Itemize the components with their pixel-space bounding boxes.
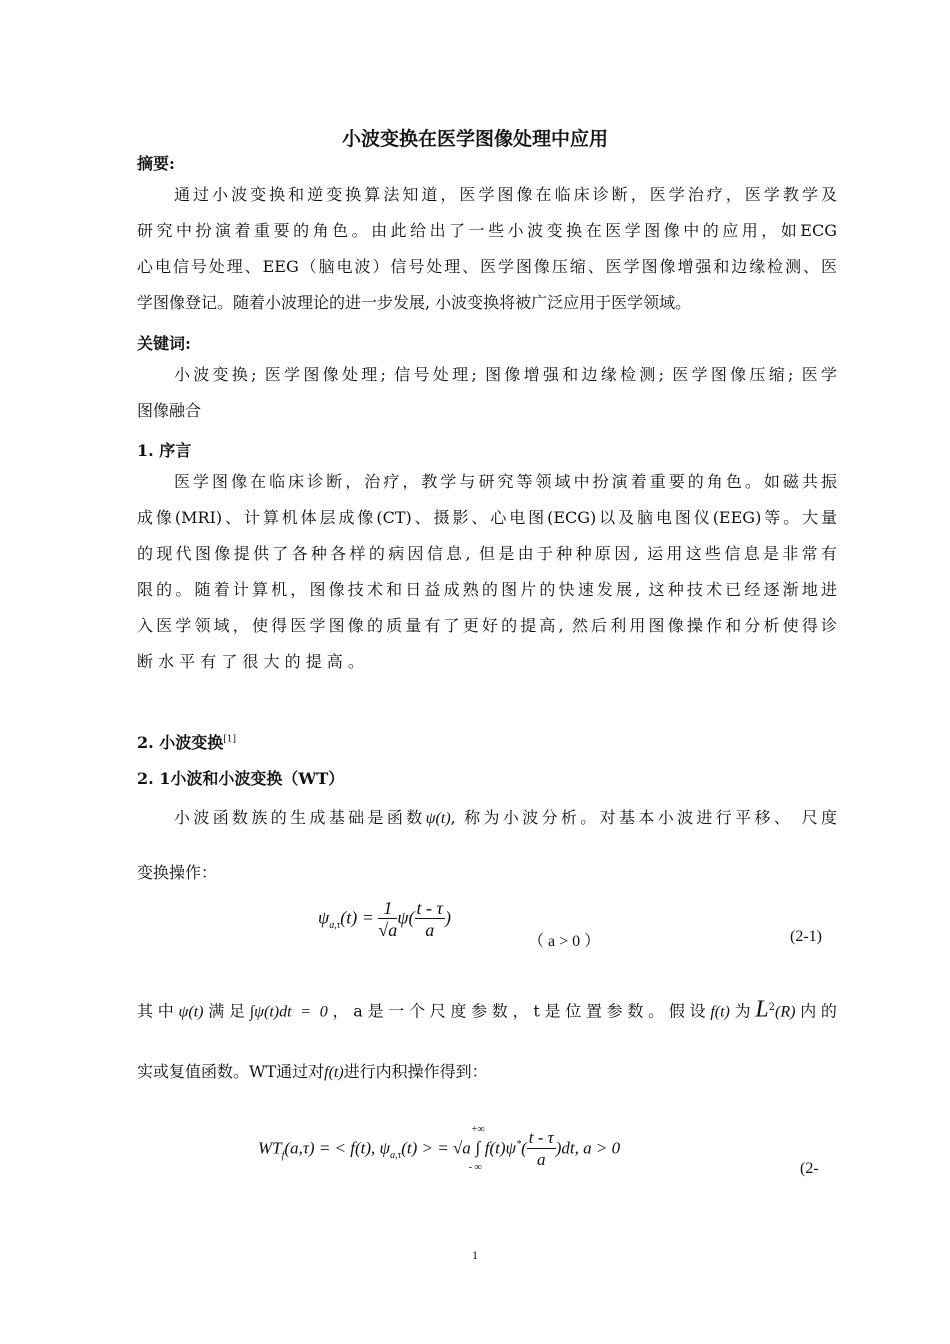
text-run: 进行内积操作得到： bbox=[343, 1062, 488, 1081]
integral-lower: - ∞ bbox=[468, 1162, 482, 1174]
equation-2-1-condition: （ a > 0 ） bbox=[528, 933, 601, 950]
section-1-heading: 1. 序言 bbox=[137, 441, 192, 460]
abstract-line: 通过小波变换和逆变换算法知道，医学图像在临床诊断，医学治疗，医学教学及 bbox=[174, 185, 837, 204]
eq-frac-den: a bbox=[425, 920, 435, 940]
l2-arg: (R) bbox=[775, 1003, 796, 1021]
paper-title: 小波变换在医学图像处理中应用 bbox=[341, 128, 608, 150]
eq-conjugate: * bbox=[516, 1138, 522, 1150]
section-1-line: 限的。随着计算机，图像技术和日益成熟的图片的快速发展, 这种技术已经逐渐地进 bbox=[137, 580, 837, 599]
f-symbol: f(t) bbox=[324, 1064, 344, 1081]
text-run: 其中 bbox=[137, 1001, 179, 1021]
eq-psi: ψ bbox=[318, 907, 330, 928]
equation-2-1 bbox=[318, 898, 451, 941]
eq-mid: (t) > = bbox=[401, 1138, 453, 1158]
abstract-body bbox=[137, 177, 837, 321]
integral-condition: ∫ψ(t)dt = 0 bbox=[249, 1003, 328, 1021]
eq-subscript: f bbox=[281, 1149, 285, 1161]
section-2-para-1-cont: 变换操作： bbox=[137, 863, 218, 882]
integral-upper: +∞ bbox=[470, 1124, 485, 1136]
page-number: 1 bbox=[472, 1248, 478, 1262]
text-run: 满足 bbox=[203, 1001, 250, 1021]
text-run: 小波函数族的生成基础是函数 bbox=[174, 808, 426, 827]
eq-sqrt: √a bbox=[452, 1138, 471, 1158]
section-1-line: 的现代图像提供了各种各样的病因信息, 但是由于种种原因, 运用这些信息是非常有 bbox=[137, 544, 837, 563]
eq-fraction-1 bbox=[378, 898, 397, 941]
l2-superscript: 2 bbox=[768, 1002, 776, 1013]
abstract-line: 研究中扮演着重要的角色。由此给出了一些小波变换在医学图像中的应用，如ECG bbox=[137, 221, 837, 240]
section-2-heading bbox=[137, 730, 236, 753]
abstract-line: 心电信号处理、EEG（脑电波）信号处理、医学图像压缩、医学图像增强和边缘检测、医 bbox=[137, 257, 837, 276]
eq-fraction bbox=[527, 1128, 556, 1171]
section-2-1-heading: 2. 1小波和小波变换（WT） bbox=[137, 769, 345, 788]
eq-arg: (t) = bbox=[340, 907, 374, 928]
abstract-line: 学图像登记。随着小波理论的进一步发展, 小波变换将被广泛应用于医学领域。 bbox=[137, 293, 692, 312]
eq-frac-num: t - τ bbox=[416, 898, 443, 918]
text-run: 为 bbox=[729, 1001, 756, 1021]
eq-fraction-2 bbox=[415, 898, 445, 941]
keywords-body bbox=[137, 357, 837, 429]
l2-space-symbol: L bbox=[755, 996, 769, 1023]
eq-mid: ψ( bbox=[397, 907, 415, 928]
section-2-para-2 bbox=[137, 990, 837, 1030]
section-1-line: 入医学领域，使得医学图像的质量有了更好的提高, 然后利用图像操作和分析使得诊 bbox=[137, 616, 837, 635]
section-1-line: 医学图像在临床诊断，治疗，教学与研究等领域中扮演着重要的角色。如磁共振 bbox=[174, 472, 837, 491]
eq-wt: WT bbox=[258, 1138, 282, 1158]
text-run: , 称为小波分析。对基本小波进行平移、 尺度 bbox=[450, 808, 837, 827]
eq-frac-num: t - τ bbox=[528, 1128, 554, 1147]
section-2-title: 2. 小波变换 bbox=[137, 733, 224, 752]
eq-subscript: a,τ bbox=[390, 1149, 402, 1161]
eq-close: ) bbox=[444, 907, 451, 928]
eq-frac-den: √a bbox=[378, 920, 398, 940]
section-1-line: 断 水 平 有 了 很 大 的 提 高 。 bbox=[137, 652, 364, 671]
section-2-para-3 bbox=[137, 1054, 837, 1091]
eq-frac-den: a bbox=[537, 1150, 546, 1169]
eq-integrand: f(t)ψ bbox=[484, 1138, 517, 1158]
psi-symbol: ψ(t) bbox=[425, 810, 451, 827]
text-run: 内的 bbox=[795, 1001, 837, 1021]
text-run: ，a是一个尺度参数，t是位置参数。假设 bbox=[327, 1001, 711, 1021]
equation-2-1-number: (2-1) bbox=[790, 928, 822, 945]
f-symbol: f(t) bbox=[710, 1003, 730, 1021]
citation-ref: [1] bbox=[223, 734, 237, 745]
text-run: 实或复值函数。WT通过对 bbox=[137, 1062, 325, 1081]
equation-2-2-number: (2- bbox=[800, 1160, 819, 1177]
equation-2-2: $WT_f(a,\tau)$ = < f(t), $\psi_{a,\tau}(t)$ > = √a ∫ +∞ - ∞ f(t)ψ*( $\frac{t - \tau}{a}$ )dt, a > 0 bbox=[258, 1124, 621, 1174]
section-2-para-1 bbox=[174, 800, 837, 837]
abstract-heading: 摘要: bbox=[137, 154, 175, 173]
keywords-line: 小波变换; 医学图像处理; 信号处理; 图像增强和边缘检测; 医学图像压缩; 医学 bbox=[174, 365, 837, 384]
eq-subscript: a,τ bbox=[329, 920, 341, 932]
eq-arg: (a,τ) = < f(t), ψ bbox=[284, 1138, 391, 1158]
psi-symbol: ψ(t) bbox=[178, 1003, 204, 1021]
section-1-line: 成像(MRI)、计算机体层成像(CT)、摄影、心电图(ECG)以及脑电图仪(EEG)等。大量 bbox=[137, 508, 837, 527]
keywords-line: 图像融合 bbox=[137, 401, 202, 420]
section-1-body bbox=[137, 464, 837, 680]
eq-tail: )dt, a > 0 bbox=[555, 1138, 621, 1158]
eq-frac-num: 1 bbox=[378, 898, 397, 919]
keywords-heading: 关键词: bbox=[137, 334, 191, 353]
integral-sign: ∫ +∞ - ∞ bbox=[468, 1124, 485, 1174]
